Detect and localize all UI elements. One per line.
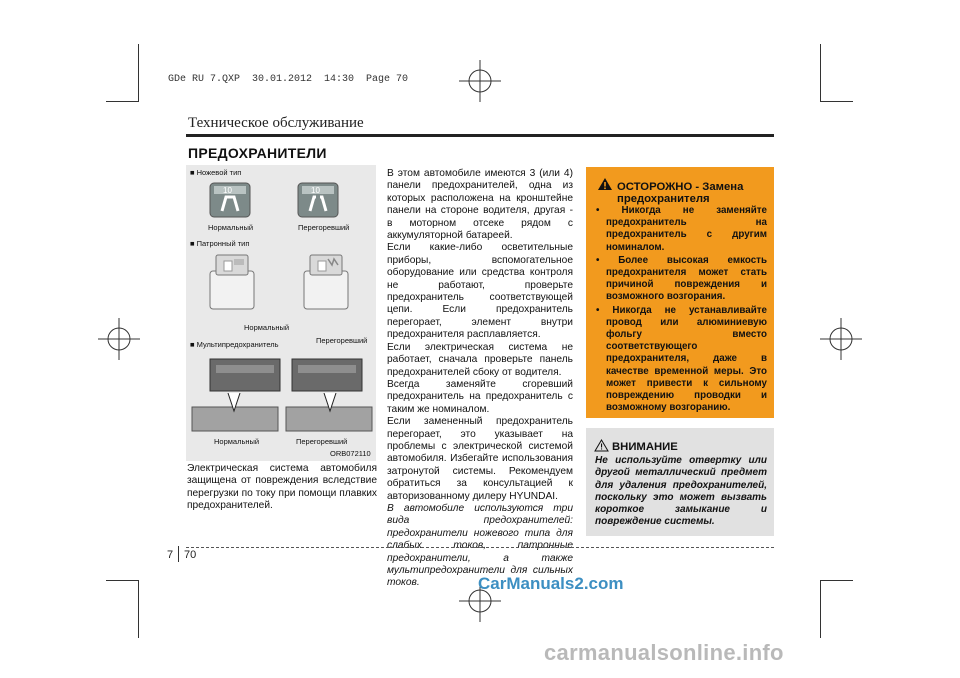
warning-list (594, 205, 767, 415)
footer-dashed-rule (186, 547, 774, 548)
warning-item: • Более высокая емкость предохранителя может стать причиной повреждения и возможного возгорания. (596, 254, 767, 303)
warning-item: • Никогда не устанавливайте провод или алюминиевую фольгу вместо соответствующего предохранителя, даже в качестве временной меры. Это может привести к сильному повреждению проводки и возможному возгоранию. (596, 304, 767, 414)
caution-triangle-icon (594, 439, 609, 452)
cartridge-blown-label: Перегоревший (316, 336, 368, 345)
paragraph-3: Если электрическая система не работает, сначала проверьте панель предохранителей сбоку от водителя. (387, 341, 573, 378)
blade-fuse-normal-image (208, 181, 252, 219)
intro-paragraph (187, 463, 377, 513)
multi-fuse-top-image (206, 357, 366, 393)
cartridge-normal-label: Нормальный (244, 323, 290, 332)
main-text-column (387, 168, 573, 590)
cartridge-fuse-blown-image (298, 251, 354, 313)
page-number: 70 (184, 549, 197, 561)
page-number-divider (178, 546, 179, 562)
cartridge-fuse-normal-image (204, 251, 260, 313)
warning-title: ОСТОРОЖНО - Замена предохранителя (617, 181, 744, 205)
intro-text: Электрическая система автомобиля защищена от повреждения вследствие перегрузки по току при помощи плавких предохранителей. (187, 463, 377, 512)
page-heading: ПРЕДОХРАНИТЕЛИ (188, 145, 327, 161)
warning-item: • Никогда не заменяйте предохранитель на предохранитель с другим номиналом. (596, 205, 768, 253)
chapter-number: 7 (167, 549, 174, 561)
print-header-meta: GDe RU 7.QXP 30.01.2012 14:30 Page 70 (168, 74, 409, 85)
notice-body: Не используйте отвертку или другой металлический предмет для удаления предохранителей, поскольку это может вызвать короткое замыкание и повреждение системы. (595, 455, 767, 528)
blade-blown-label: Перегоревший (298, 223, 350, 232)
warning-item-text: Никогда не заменяйте предохранитель на предохранитель с другим номиналом. (606, 205, 768, 253)
multi-fuse-side-image (188, 393, 376, 437)
registration-mark-right (820, 318, 862, 360)
blade-fuse-rating: 10 (223, 186, 232, 195)
blade-normal-label: Нормальный (208, 223, 254, 232)
multi-blown-label: Перегоревший (296, 437, 348, 446)
paragraph-4: Всегда заменяйте сгоревший предохранитель на предохранитель с таким же номиналом. (387, 378, 573, 415)
header-rule (186, 134, 774, 137)
watermark-brand: CarManuals2.com (478, 574, 624, 593)
blade-type-label: ■ Ножевой тип (190, 168, 242, 177)
multi-normal-label: Нормальный (214, 437, 260, 446)
warning-item-text: Никогда не устанавливайте провод или алюминиевую фольгу вместо соответствующего предохранителя, даже в качестве временной меры. Это может привести к сильному повреждению проводки и возможному возгоранию. (606, 304, 767, 414)
warning-item-text: Более высокая емкость предохранителя может стать причиной повреждения и возможного возгорания. (606, 254, 767, 303)
notice-title: ВНИМАНИЕ (612, 441, 678, 453)
paragraph-1: В этом автомобиле имеются 3 (или 4) панели предохранителей, одна из которых расположена на кронштейне панели на стороне водителя, другая - в моторном отсеке рядом с аккумуляторной батареей. (387, 168, 573, 242)
footer-url: carmanualsonline.info (544, 640, 784, 665)
warning-box (586, 167, 774, 418)
multi-fuse-type-label: ■ Мультипредохранитель (190, 340, 279, 349)
blade-fuse-blown-image (296, 181, 340, 219)
notice-box (586, 428, 774, 536)
paragraph-5: Если замененный предохранитель перегорает, это указывает на проблемы с электрической системой автомобиля. Избегайте использования затронутой системы. Рекомендуем обратиться за консультацией к авторизованному дилеру HYUNDAI. (387, 416, 573, 502)
warning-triangle-icon (597, 177, 613, 191)
blade-fuse-rating-blown: 10 (311, 186, 320, 195)
paragraph-2: Если какие-либо осветительные приборы, вспомогательное оборудование или средства контроля не работают, проверьте предохранитель соответствующей цепи. Если предохранитель перегорает, элемент внутри предохранителя расплавляется. (387, 242, 573, 341)
section-title: Техническое обслуживание (188, 115, 364, 131)
paragraph-6: В автомобиле используются три вида предохранителей: предохранители ножевого типа для слабых токов, патронные предохранители, а также мультипредохранители для сильных токов. (387, 502, 573, 589)
figure-code: ORB072110 (330, 449, 371, 458)
registration-mark-top (459, 60, 501, 102)
cartridge-type-label: ■ Патронный тип (190, 239, 250, 248)
registration-mark-left (98, 318, 140, 360)
fuse-types-figure (186, 165, 376, 461)
